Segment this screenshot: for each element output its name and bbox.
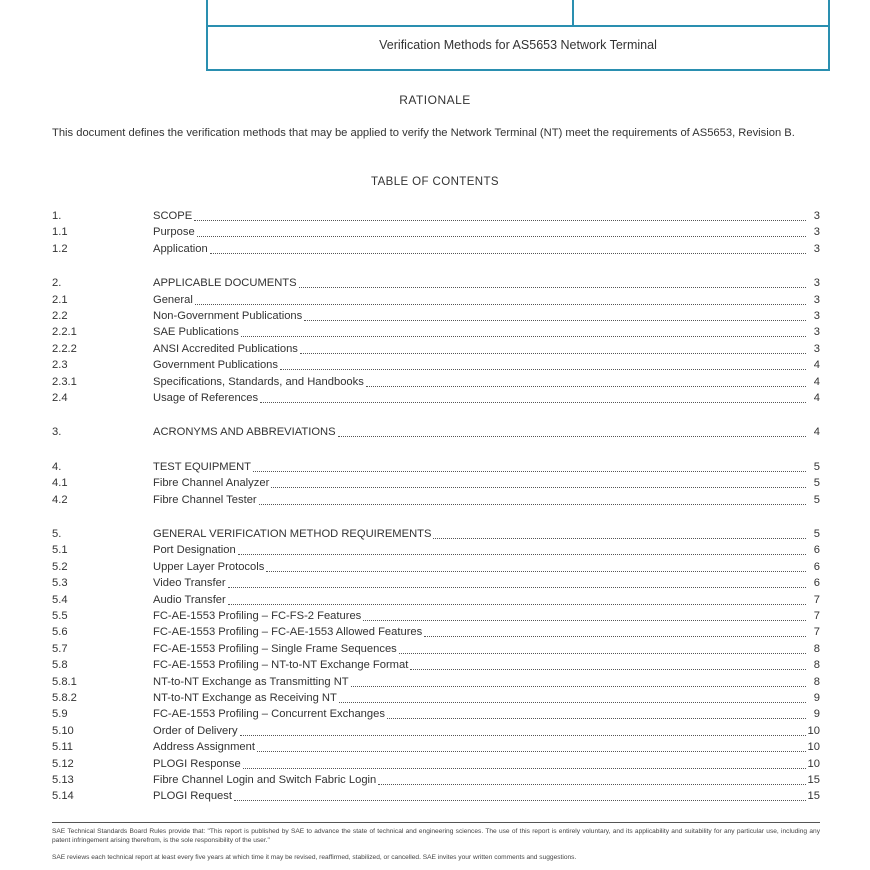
toc-entry-title: NT-to-NT Exchange as Transmitting NT	[153, 675, 349, 688]
toc-entry-number: 1.2	[52, 242, 68, 255]
toc-entry[interactable]	[52, 788, 820, 804]
toc-entry-page: 7	[813, 610, 820, 622]
toc-entry[interactable]	[52, 723, 820, 739]
toc-entry-title: SAE Publications	[153, 326, 239, 339]
toc-leader-dots	[228, 576, 806, 588]
toc-entry-page: 3	[813, 342, 820, 355]
toc-entry-number: 5.4	[52, 593, 68, 606]
toc-entry-title: Specifications, Standards, and Handbooks	[153, 375, 364, 388]
toc-leader-dots	[257, 740, 806, 752]
toc-entry-page: 4	[813, 426, 820, 439]
toc-entry-page: 5	[813, 493, 820, 506]
toc-entry[interactable]	[52, 575, 820, 591]
toc-entry[interactable]	[52, 739, 820, 755]
toc-entry[interactable]	[52, 475, 820, 491]
toc-entry-title: FC-AE-1553 Profiling – FC-AE-1553 Allowed Features	[153, 626, 423, 639]
toc-entry[interactable]	[52, 608, 820, 624]
toc-entry-number: 2.3.1	[52, 375, 77, 388]
footer-note-rules: SAE Technical Standards Board Rules provide that: "This report is published by SAE to advance the state of technical and engineering sciences. The use of this report is entirely voluntary, and its applicability and suitability for any particular use, including any patent infringement arising therefrom, is the sole responsibility of the user."	[52, 828, 820, 844]
toc-entry[interactable]	[52, 390, 820, 406]
toc-entry-page: 7	[813, 593, 820, 606]
toc-entry-page: 3	[813, 226, 820, 239]
toc-entry[interactable]	[52, 706, 820, 722]
toc-entry-page: 5	[813, 460, 820, 473]
toc-leader-dots	[197, 225, 806, 237]
toc-leader-dots	[299, 276, 806, 288]
toc-entry-number: 5.8	[52, 659, 68, 672]
toc-heading: TABLE OF CONTENTS	[371, 176, 499, 188]
toc-entry-number: 2.3	[52, 359, 68, 372]
toc-entry-number: 5.1	[52, 544, 68, 557]
toc-leader-dots	[351, 675, 806, 687]
document-title: Verification Methods for AS5653 Network Terminal	[379, 38, 657, 52]
toc-entry-number: 2.	[52, 277, 62, 290]
toc-leader-dots	[271, 476, 806, 488]
toc-leader-dots	[195, 293, 806, 305]
toc-entry-number: 5.9	[52, 708, 68, 721]
toc-entry-page: 15	[807, 774, 820, 786]
toc-entry-page: 10	[807, 741, 820, 754]
toc-entry-title: Fibre Channel Tester	[153, 493, 257, 506]
toc-leader-dots	[424, 625, 806, 637]
toc-leader-dots	[338, 425, 806, 437]
toc-entry-page: 15	[807, 790, 820, 803]
toc-entry-title: Non-Government Publications	[153, 310, 303, 322]
toc-entry-title: Port Designation	[153, 544, 236, 557]
toc-leader-dots	[399, 642, 806, 654]
toc-entry-title: Audio Transfer	[153, 593, 226, 606]
toc-leader-dots	[240, 724, 806, 736]
toc-entry-number: 5.	[52, 528, 62, 540]
toc-leader-dots	[210, 242, 806, 254]
toc-entry-page: 5	[813, 528, 820, 540]
toc-entry[interactable]	[52, 592, 820, 608]
toc-entry-number: 5.11	[52, 741, 73, 754]
toc-entry[interactable]	[52, 542, 820, 558]
toc-entry-number: 2.1	[52, 293, 68, 306]
toc-entry-number: 5.7	[52, 642, 68, 655]
toc-leader-dots	[228, 593, 806, 605]
toc-entry-page: 8	[813, 675, 820, 688]
toc-entry[interactable]	[52, 324, 820, 340]
toc-entry[interactable]	[52, 624, 820, 640]
rationale-text: This document defines the verification methods that may be applied to verify the Network Terminal (NT) meet the requirements of AS5653, Revision B.	[52, 127, 795, 139]
toc-entry-number: 2.2	[52, 310, 68, 322]
toc-leader-dots	[194, 209, 806, 221]
toc-entry-title: FC-AE-1553 Profiling – FC-FS-2 Features	[153, 610, 362, 622]
toc-entry-title: PLOGI Request	[153, 790, 232, 803]
toc-leader-dots	[378, 773, 806, 785]
toc-entry-number: 5.14	[52, 790, 74, 803]
toc-entry[interactable]	[52, 690, 820, 706]
toc-entry-page: 9	[813, 708, 820, 721]
toc-entry[interactable]	[52, 224, 820, 240]
toc-entry-page: 5	[813, 477, 820, 490]
toc-entry-page: 3	[813, 242, 820, 255]
toc-entry-number: 5.12	[52, 757, 74, 770]
toc-entry[interactable]	[52, 657, 820, 673]
toc-entry-page: 4	[813, 375, 820, 388]
toc-entry[interactable]	[52, 559, 820, 575]
toc-entry-number: 2.2.1	[52, 326, 77, 339]
toc-entry-title: Fibre Channel Login and Switch Fabric Login	[153, 774, 377, 786]
toc-entry-page: 10	[807, 724, 820, 737]
toc-entry-page: 10	[807, 757, 820, 770]
toc-entry-title: FC-AE-1553 Profiling – Single Frame Sequences	[153, 642, 397, 655]
toc-entry-title: FC-AE-1553 Profiling – NT-to-NT Exchange Format	[153, 659, 409, 672]
toc-entry-title: APPLICABLE DOCUMENTS	[153, 277, 297, 290]
toc-leader-dots	[280, 358, 806, 370]
toc-entry-title: Government Publications	[153, 359, 278, 372]
toc-entry-title: Address Assignment	[153, 741, 255, 754]
toc-entry-number: 5.13	[52, 774, 74, 786]
toc-entry[interactable]	[52, 341, 820, 357]
toc-entry[interactable]	[52, 374, 820, 390]
toc-leader-dots	[234, 789, 806, 801]
toc-entry-page: 7	[813, 626, 820, 639]
toc-entry-page: 3	[813, 293, 820, 306]
toc-entry-page: 6	[813, 577, 820, 590]
toc-entry-title: ANSI Accredited Publications	[153, 342, 298, 355]
toc-entry-page: 4	[813, 359, 820, 372]
toc-leader-dots	[253, 460, 806, 472]
toc-entry[interactable]	[52, 292, 820, 308]
toc-entry-title: TEST EQUIPMENT	[153, 460, 252, 473]
toc-entry[interactable]	[52, 424, 820, 440]
toc-entry[interactable]	[52, 357, 820, 373]
toc-entry-title: General	[153, 293, 193, 306]
toc-entry-number: 1.	[52, 210, 62, 222]
toc-entry-title: GENERAL VERIFICATION METHOD REQUIREMENTS	[153, 528, 432, 540]
toc-entry-page: 3	[813, 310, 820, 322]
toc-leader-dots	[387, 707, 806, 719]
toc-entry-number: 4.2	[52, 493, 68, 506]
toc-entry[interactable]	[52, 492, 820, 508]
toc-entry[interactable]	[52, 208, 820, 224]
toc-entry-number: 5.8.1	[52, 675, 77, 688]
toc-entry-title: PLOGI Response	[153, 757, 241, 770]
toc-leader-dots	[266, 560, 806, 572]
toc-leader-dots	[241, 325, 806, 337]
toc-entry-number: 1.1	[52, 226, 68, 239]
toc-entry[interactable]	[52, 459, 820, 475]
toc-entry-title: ACRONYMS AND ABBREVIATIONS	[153, 426, 336, 439]
toc-leader-dots	[300, 342, 806, 354]
toc-entry-number: 5.10	[52, 724, 74, 737]
toc-entry-title: Order of Delivery	[153, 724, 238, 737]
toc-entry-title: Video Transfer	[153, 577, 226, 590]
header-cell-divider	[572, 0, 574, 25]
toc-entry-title: Purpose	[153, 226, 195, 239]
toc-entry-number: 4.	[52, 460, 62, 473]
toc-entry-title: NT-to-NT Exchange as Receiving NT	[153, 692, 337, 704]
toc-entry-page: 8	[813, 659, 820, 672]
toc-entry-number: 2.4	[52, 392, 68, 404]
toc-entry-page: 3	[813, 326, 820, 339]
toc-entry[interactable]	[52, 772, 820, 788]
toc-entry-page: 3	[813, 210, 820, 222]
toc-entry-number: 2.2.2	[52, 342, 77, 355]
toc-leader-dots	[243, 757, 806, 769]
document-header-box	[206, 0, 830, 71]
toc-leader-dots	[259, 493, 806, 505]
toc-entry[interactable]	[52, 241, 820, 257]
toc-entry-title: SCOPE	[153, 210, 193, 222]
toc-leader-dots	[260, 391, 806, 403]
toc-leader-dots	[238, 543, 806, 555]
toc-entry-number: 5.8.2	[52, 692, 77, 704]
toc-entry-page: 6	[813, 560, 820, 573]
toc-entry-number: 5.5	[52, 610, 68, 622]
toc-entry-number: 5.6	[52, 626, 68, 639]
toc-entry[interactable]	[52, 526, 820, 542]
toc-entry-page: 9	[813, 692, 820, 704]
toc-entry-title: Fibre Channel Analyzer	[153, 477, 270, 490]
toc-leader-dots	[339, 691, 806, 703]
toc-entry[interactable]	[52, 674, 820, 690]
toc-entry-page: 3	[813, 277, 820, 290]
toc-entry-number: 4.1	[52, 477, 68, 490]
toc-entry[interactable]	[52, 756, 820, 772]
toc-entry-title: FC-AE-1553 Profiling – Concurrent Exchanges	[153, 708, 385, 721]
toc-leader-dots	[366, 375, 806, 387]
header-top-row	[208, 0, 828, 27]
footer-rule	[52, 822, 820, 823]
footer-note-review: SAE reviews each technical report at least every five years at which time it may be revised, reaffirmed, stabilized, or cancelled. SAE invites your written comments and suggestions.	[52, 854, 577, 861]
toc-leader-dots	[363, 609, 806, 621]
toc-entry-title: Usage of References	[153, 392, 259, 404]
rationale-heading: RATIONALE	[399, 93, 471, 107]
toc-entry-number: 5.2	[52, 560, 68, 573]
toc-entry-page: 8	[813, 642, 820, 655]
toc-entry[interactable]	[52, 641, 820, 657]
toc-entry-title: Application	[153, 242, 208, 255]
toc-leader-dots	[433, 527, 806, 539]
toc-leader-dots	[410, 658, 806, 670]
toc-entry[interactable]	[52, 308, 820, 324]
toc-leader-dots	[304, 309, 806, 321]
toc-entry-number: 5.3	[52, 577, 68, 590]
toc-entry-number: 3.	[52, 426, 62, 439]
toc-entry-title: Upper Layer Protocols	[153, 560, 265, 573]
toc-entry[interactable]	[52, 275, 820, 291]
toc-entry-page: 6	[813, 544, 820, 557]
toc-entry-page: 4	[813, 392, 820, 404]
